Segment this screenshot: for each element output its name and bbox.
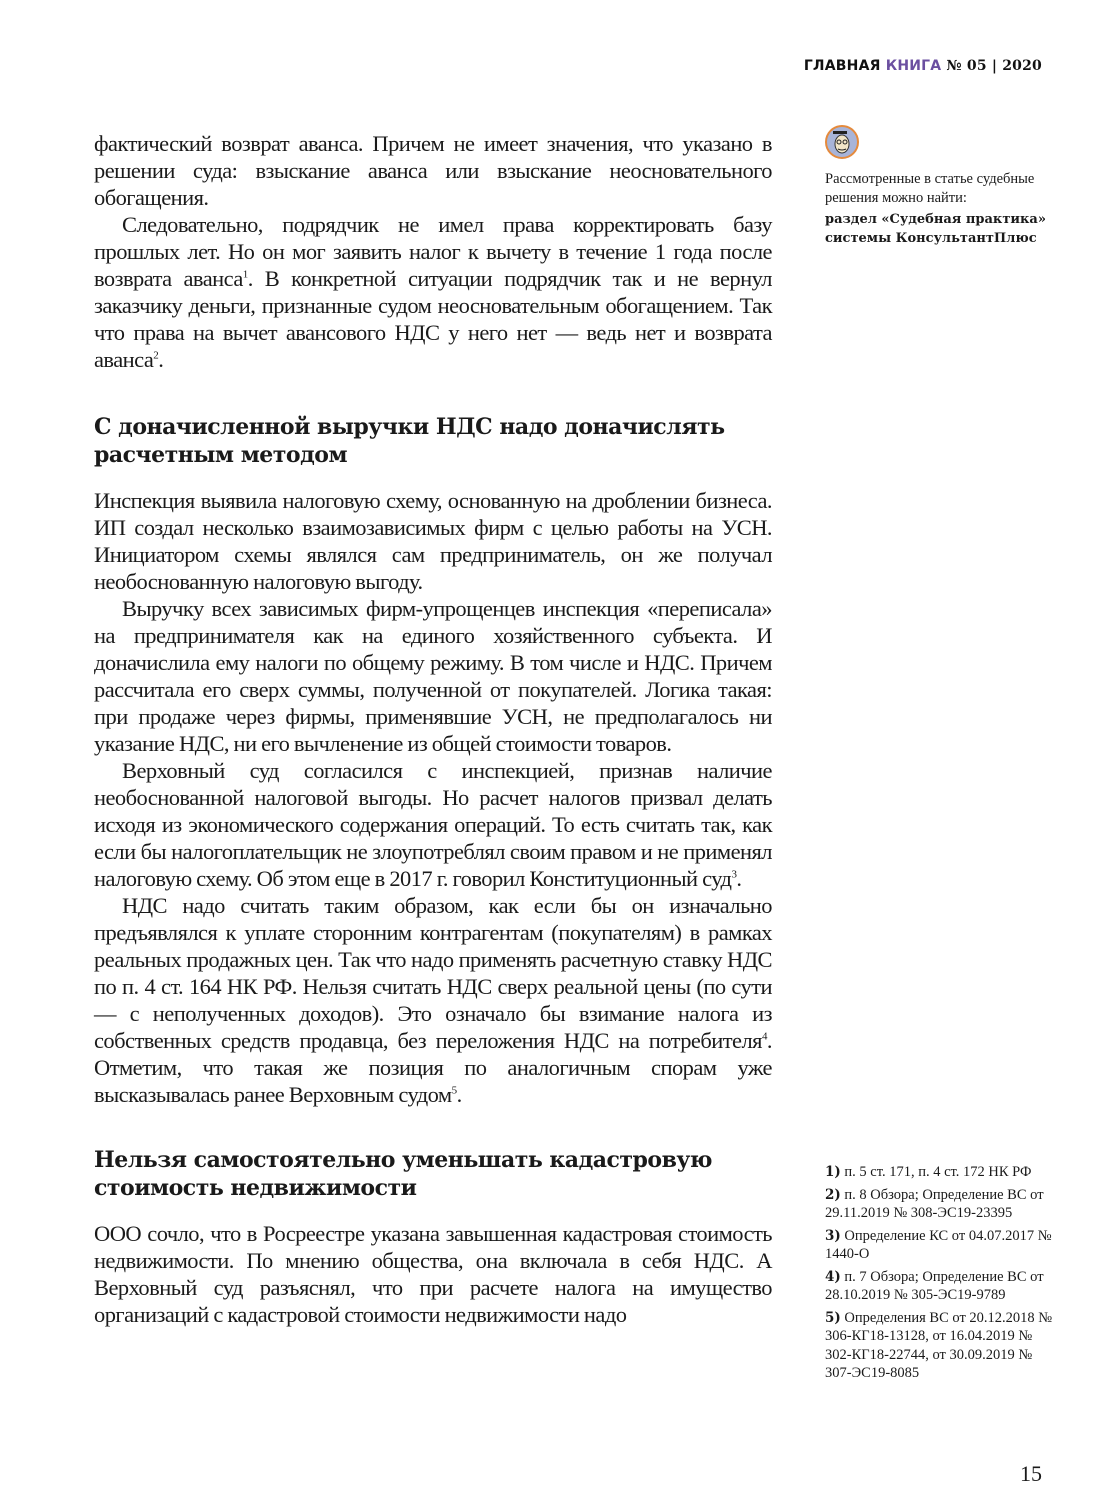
page-number: 15 [1020,1461,1042,1486]
paragraph: Следовательно, подрядчик не имел права корректировать базу прошлых лет. Но он мог заявить налог к вычету в течение 1 года после возврата аванса$^1$. В конкретной ситуации подрядчик так и не вернул заказчику деньги, признанные судом неосновательным обогащением. Так что права на вычет авансового НДС у него нет — ведь нет и возврата аванса$^2$. [94,212,772,372]
magazine-header [804,58,1042,74]
footnote-ref[interactable]: 4 [761,1030,767,1043]
footnote-ref[interactable]: 5 [451,1084,457,1097]
section-heading: Нельзя самостоятельно уменьшать кадастровую стоимость недвижимости [94,1147,712,1201]
footnote-item: 3) Определение КС от 04.07.2017 № 1440-О [825,1227,1052,1262]
footnote-ref[interactable]: 2 [153,349,159,362]
footnote-ref[interactable]: 1 [242,268,248,281]
sidebar-note-source: раздел «Судебная практика» системы КонсультантПлюс [825,212,1046,246]
paragraph: фактический возврат аванса. Причем не имеет значения, что указано в решении суда: взыскание аванса или взыскание неосновательного обогащения. [94,131,772,210]
sidebar-note-text: Рассмотренные в статье судебные решения можно найти: [825,171,1035,206]
lawyer-avatar-icon [825,125,859,159]
paragraph: ООО сочло, что в Росреестре указана завышенная кадастровая стоимость недвижимости. По мнению общества, она включала в себя НДС. А Верховный суд разъяснял, что при расчете налога на имущество организаций с кадастровой стоимости недвижимости надо [94,1221,772,1327]
brand-name-part1: ГЛАВНАЯ [803,58,881,74]
sidebar-note [825,170,1055,248]
footnote-ref[interactable]: 3 [731,868,737,881]
brand-name-part2: КНИГА [885,58,942,74]
paragraph: НДС надо считать таким образом, как если бы он изначально предъявлялся к уплате сторонним контрагентам (покупателям) в рамках реальных продажных цен. Так что надо применять расчетную ставку НДС по п. 4 ст. 164 НК РФ. Нельзя считать НДС сверх реальной цены (по сути — с неполученных доходов). Это означало бы взимание налога из собственных средств продавца, без переложения НДС на потребителя$^4$. Отметим, что такая же позиция по аналогичным спорам уже высказывалась ранее Верховным судом$^5$. [94,893,772,1107]
paragraph: Выручку всех зависимых фирм-упрощенцев инспекция «переписала» на предпринимателя как на единого хозяйственного субъекта. И доначислила ему налоги по общему режиму. В том числе и НДС. Причем рассчитала его сверх суммы, полученной от покупателей. Логика такая: при продаже через фирмы, применявшие УСН, не предполагалось ни указание НДС, ни его вычленение из общей стоимости товаров. [94,596,772,756]
footnote-item: 4) п. 7 Обзора; Определение ВС от 28.10.2019 № 305-ЭС19-9789 [825,1268,1044,1303]
issue-number: № 05 | 2020 [946,58,1042,74]
article-body [94,130,772,1328]
paragraph: Инспекция выявила налоговую схему, основанную на дроблении бизнеса. ИП создал несколько взаимозависимых фирм с целью работы на УСН. Инициатором схемы являлся сам предприниматель, он же получал необоснованную налоговую выгоду. [94,488,772,594]
footnote-item: 1) п. 5 ст. 171, п. 4 ст. 172 НК РФ [825,1164,1032,1180]
paragraph: Верховный суд согласился с инспекцией, признав наличие необоснованной налоговой выгоды. Но расчет налогов призвал делать исходя из экономического содержания операций. То есть считать так, как если бы налогоплательщик не злоупотреблял своим правом и не применял налоговую схему. Об этом еще в 2017 г. говорил Конституционный суд$^3$. [94,758,772,891]
section-heading: С доначисленной выручки НДС надо доначислять расчетным методом [94,414,725,468]
footnote-item: 5) Определения ВС от 20.12.2018 № 306-КГ18-13128, от 16.04.2019 № 302-КГ18-22744, от 30.09.2019 № 307-ЭС19-8085 [825,1309,1053,1381]
footnotes [825,1163,1055,1387]
footnote-item: 2) п. 8 Обзора; Определение ВС от 29.11.2019 № 308-ЭС19-23395 [825,1186,1044,1221]
